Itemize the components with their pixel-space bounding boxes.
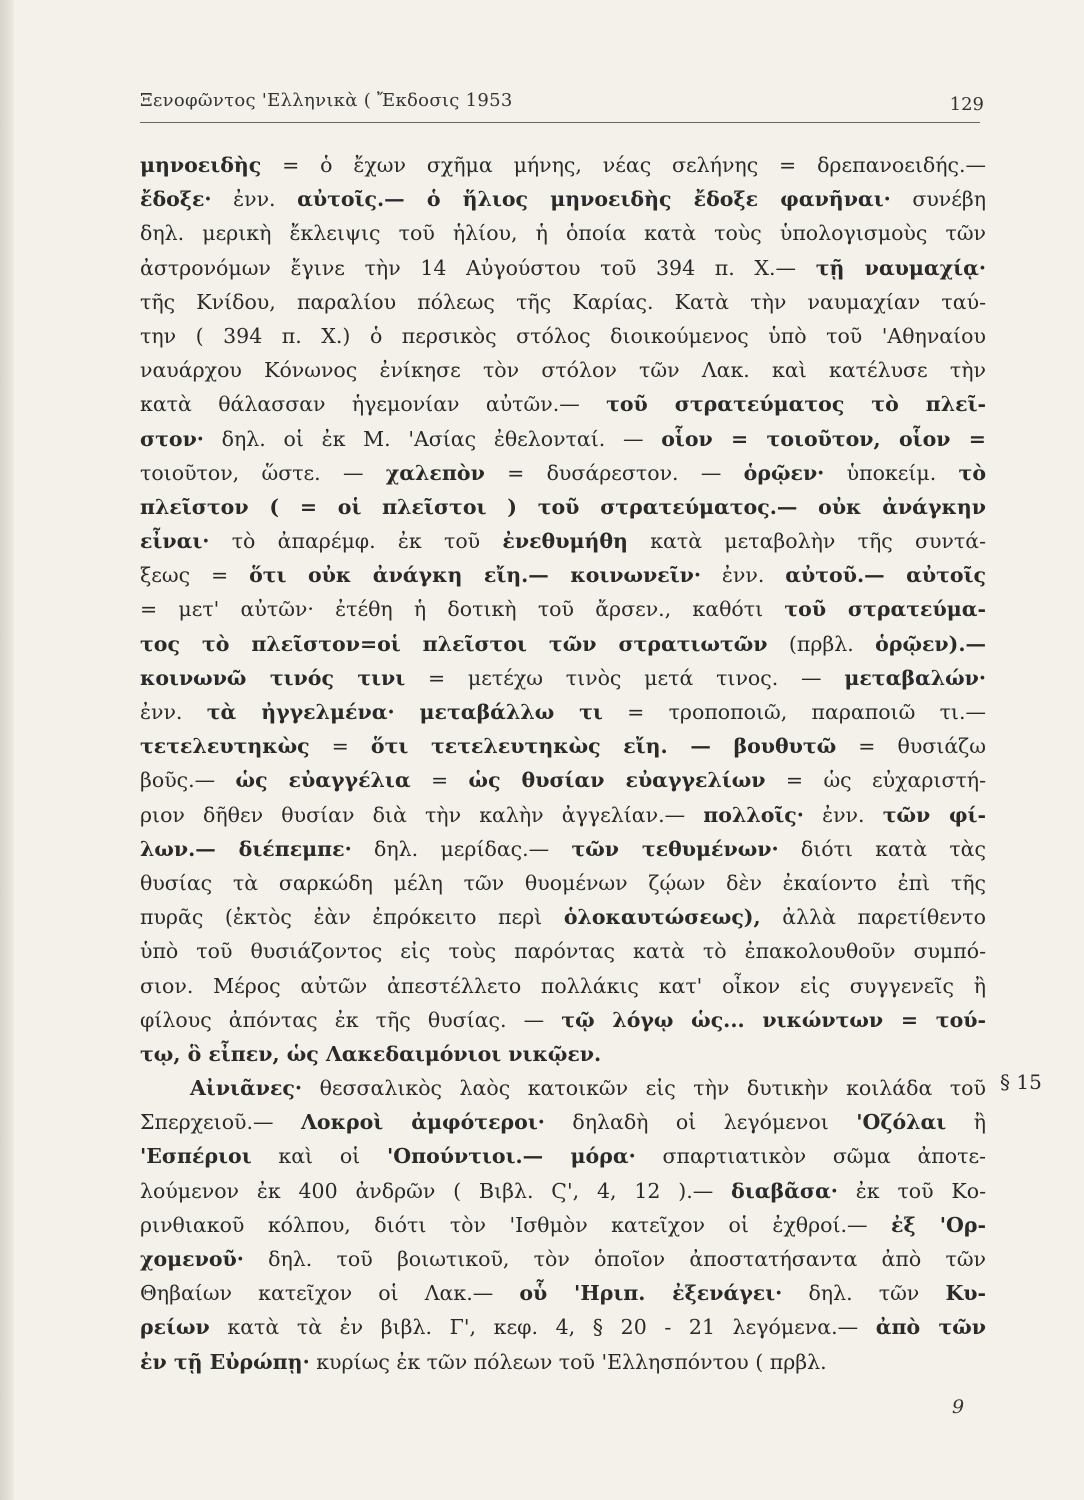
text-line [140, 456, 986, 490]
text-line [140, 182, 986, 216]
lemma-term: ἐν τῇ Εὐρώπῃ· [140, 1349, 310, 1374]
text-line [140, 1276, 986, 1310]
gloss-text: δηλ. μερικὴ ἔκλειψις τοῦ ἡλίου, ἡ ὁποία κατὰ τοὺς ὑπολογισμοὺς τῶν [140, 221, 986, 246]
text-line [140, 251, 986, 285]
gloss-text: = τροποποιῶ, παραποιῶ τι.— [602, 700, 986, 724]
text-line [140, 900, 986, 934]
lemma-term: διαβᾶσα· [731, 1178, 838, 1203]
lemma-term: τοῦ στρατεύμα- [784, 597, 986, 622]
gloss-text: πυρᾶς (ἐκτὸς ἐὰν ἐπρόκειτο περὶ [140, 905, 564, 930]
gloss-text: ἐνν. [803, 802, 883, 827]
text-line [140, 216, 986, 250]
lemma-term: χομενοῦ· [140, 1247, 244, 1271]
gloss-text: ἐνν. [211, 187, 298, 212]
lemma-term: πολλοῖς· [703, 802, 804, 827]
gloss-text: ἐνν. [140, 700, 207, 724]
gloss-text: θεσσαλικὸς λαὸς κατοικῶν εἰς τὴν δυτικὴν κοιλάδα τοῦ [302, 1076, 986, 1101]
text-line [140, 661, 986, 695]
gloss-text: κατὰ τὰ ἐν βιβλ. Γ', κεφ. 4, § 20 - 21 λεγόμενα.— [209, 1315, 876, 1340]
page-number: 129 [949, 94, 984, 115]
text-line [140, 627, 986, 661]
gloss-text: λούμενον ἐκ 400 ἀνδρῶν ( Βιβλ. Ϛ', 4, 12 ).— [140, 1178, 732, 1203]
gloss-text: την ( 394 π. Χ.) ὁ περσικὸς στόλος διοικούμενος ὑπὸ τοῦ 'Αθηναίου [140, 323, 986, 348]
text-line [140, 1105, 986, 1139]
text-line [140, 866, 986, 900]
gloss-text: = μετέχω τινὸς μετά τινος. — [405, 665, 845, 690]
lemma-term: ὅτι τετελευτηκὼς εἴη. — βουθυτῶ [370, 734, 837, 759]
gloss-text: = μετ' αὐτῶν· ἐτέθη ἡ δοτικὴ τοῦ ἄρσεν., καθότι [140, 597, 785, 622]
text-line [140, 1139, 986, 1173]
text-line [140, 1003, 986, 1037]
text-line [140, 729, 986, 763]
text-line [140, 558, 986, 592]
text-line [140, 832, 986, 866]
lemma-term: Αἰνιᾶνες· [190, 1076, 303, 1101]
gloss-text: δηλ. τῶν [782, 1281, 946, 1306]
margin-section-ref: § 15 [1000, 1070, 1042, 1094]
lemma-term: αὐτοῦ.— αὐτοῖς [785, 563, 986, 588]
text-line [140, 524, 986, 558]
lemma-term: 'Εσπέριοι [140, 1144, 252, 1169]
gloss-text: καὶ οἱ [251, 1144, 387, 1169]
lemma-term: ὁλοκαυτώσεως), [563, 905, 761, 930]
lemma-term: 'Οπούντιοι.— μόρα· [386, 1144, 636, 1169]
lemma-term: ἐνεθυμήθη [502, 529, 628, 554]
gloss-text: ὑποκείμ. [824, 460, 959, 485]
lemma-term: οὗ 'Ηριπ. ἐξενάγει· [519, 1281, 783, 1306]
gloss-text: = θυσιάζω [836, 734, 987, 759]
lemma-term: τετελευτηκὼς [140, 734, 310, 759]
text-line [140, 422, 986, 456]
lemma-term: τῇ ναυμαχίᾳ· [815, 255, 987, 280]
lemma-term: στον· [140, 426, 204, 451]
text-line [140, 1174, 986, 1208]
gloss-text: Θηβαίων κατεῖχον οἱ Λακ.— [140, 1281, 520, 1306]
gloss-text: δηλαδὴ οἱ λεγόμενοι [544, 1110, 857, 1135]
gloss-text: ἐκ τοῦ Κο- [837, 1178, 987, 1203]
lemma-term: τῳ, ὃ εἶπεν, ὡς Λακεδαιμόνιοι νικῷεν. [140, 1041, 602, 1066]
gloss-text: δηλ. τοῦ βοιωτικοῦ, τὸν ὁποῖον ἀποστατήσαντα ἀπὸ τῶν [243, 1247, 986, 1271]
lemma-term: ὅτι οὐκ ἀνάγκη εἴη.— κοινωνεῖν· [249, 563, 702, 588]
lemma-term: τοῦ στρατεύματος τὸ πλεῖ- [606, 392, 987, 417]
text-line [140, 934, 986, 968]
text-line [140, 1071, 986, 1105]
lemma-term: ἀπὸ τῶν [875, 1315, 986, 1340]
gloss-text: κατὰ θάλασσαν ἡγεμονίαν αὐτῶν.— [140, 392, 607, 417]
lemma-term: μεταβαλών· [844, 665, 986, 690]
gloss-text: = [410, 768, 469, 793]
text-line [140, 285, 986, 319]
gloss-text: τοιοῦτον, ὥστε. — [140, 460, 386, 485]
lemma-term: μηνοειδὴς [140, 153, 262, 177]
text-line [140, 798, 986, 832]
gloss-text: κυρίως ἐκ τῶν πόλεων τοῦ 'Ελλησπόντου ( πρβλ. [309, 1349, 827, 1374]
gloss-text: ἢ [946, 1110, 986, 1135]
text-line [140, 1208, 986, 1242]
lemma-term: κοινωνῶ τινός τινι [140, 665, 406, 690]
gloss-text: = δυσάρεστον. — [484, 460, 744, 485]
text-line [140, 1037, 986, 1071]
text-line [140, 1345, 986, 1379]
text-line [140, 1242, 986, 1276]
lemma-term: τῶν τεθυμένων· [571, 836, 779, 861]
gloss-text: θυσίας τὰ σαρκώδη μέλη τῶν θυομένων ζῴων δὲν ἐκαίοντο ἐπὶ τῆς [140, 870, 986, 895]
lemma-term: ἔδοξε· [140, 187, 212, 212]
gloss-text: φίλους ἀπόντας ἐκ τῆς θυσίας. — [140, 1007, 562, 1032]
gloss-text: βοῦς.— [140, 768, 236, 793]
gloss-text: = ὁ ἔχων σχῆμα μήνης, νέας σελήνης = δρεπανοειδής.— [261, 153, 986, 177]
gloss-text: ὑπὸ τοῦ θυσιάζοντος εἰς τοὺς παρόντας κατὰ τὸ ἐπακολουθοῦν συμπό- [140, 939, 986, 964]
text-line [140, 353, 986, 387]
gloss-text: ρινθιακοῦ κόλπου, διότι τὸν 'Ισθμὸν κατεῖχον οἱ ἐχθροί.— [140, 1212, 892, 1237]
lemma-term: λων.— διέπεμπε· [140, 836, 352, 861]
text-line [140, 387, 986, 421]
text-line [140, 592, 986, 626]
lemma-term: οἷον = τοιοῦτον, οἷον = [661, 426, 986, 451]
text-line [140, 490, 986, 524]
lemma-term: τῶν φί- [882, 802, 986, 827]
lemma-term: ὁρῷεν).— [875, 631, 986, 656]
gloss-text: Σπερχειοῦ.— [140, 1110, 302, 1135]
page-edge-shadow [0, 0, 14, 1500]
lemma-term: ὡς θυσίαν εὐαγγελίων [468, 768, 766, 793]
gloss-text: ριον δῆθεν θυσίαν διὰ τὴν καλὴν ἀγγελίαν.— [140, 802, 704, 827]
text-line [140, 969, 986, 1003]
gloss-text: τὸ ἀπαρέμφ. ἐκ τοῦ [209, 529, 503, 554]
running-title: Ξενοφῶντος 'Ελληνικὰ ( Ἔκδοσις 1953 [140, 90, 513, 111]
lemma-term: αὐτοῖς.— ὁ ἥλιος μηνοειδὴς ἔδοξε φανῆναι· [297, 187, 891, 212]
lemma-term: ὁρῷεν· [743, 460, 825, 485]
gloss-text: ξεως = [140, 563, 250, 588]
gloss-text: σπαρτιατικὸν σῶμα ἀποτε- [635, 1144, 986, 1169]
lemma-term: Λοκροὶ ἀμφότεροι· [301, 1110, 545, 1135]
lemma-term: χαλεπὸν [385, 460, 485, 485]
gloss-text: = [309, 734, 371, 759]
gloss-text: δηλ. οἱ ἐκ Μ. 'Ασίας ἐθελονταί. — [203, 426, 662, 451]
gloss-text: σιον. Μέρος αὐτῶν ἀπεστέλλετο πολλάκις κατ' οἶκον εἰς συγγενεῖς ἢ [140, 973, 986, 998]
lemma-term: 'Οζόλαι [856, 1110, 947, 1135]
gloss-text: συνέβη [890, 187, 986, 212]
lemma-term: τὸ [958, 460, 986, 485]
text-line [140, 148, 986, 182]
gloss-text: = ὡς εὐχαριστή- [765, 768, 987, 793]
lemma-term: ὡς εὐαγγέλια [235, 768, 411, 793]
lemma-term: εἶναι· [140, 529, 210, 554]
text-line [140, 695, 986, 729]
lemma-term: τὰ ἠγγελμένα· μεταβάλλω τι [206, 700, 603, 724]
text-line [140, 763, 986, 797]
printer-signature: 9 [952, 1396, 965, 1418]
page-header [140, 86, 988, 126]
gloss-text: διότι κατὰ τὰς [778, 836, 986, 861]
gloss-text: ἐνν. [701, 563, 786, 588]
lemma-term: Κυ- [945, 1281, 986, 1306]
gloss-text: δηλ. μερίδας.— [351, 836, 572, 861]
lemma-term: τος τὸ πλεῖστον=οἱ πλεῖστοι τῶν στρατιωτῶν [140, 631, 768, 656]
gloss-text: κατὰ μεταβολὴν τῆς συντά- [627, 529, 987, 554]
lemma-term: πλεῖστον ( = οἱ πλεῖστοι ) τοῦ στρατεύματος.— οὐκ ἀνάγκην [140, 494, 986, 519]
commentary-text [140, 148, 986, 1379]
lemma-term: ρείων [140, 1315, 210, 1340]
gloss-text: (πρβλ. [767, 631, 876, 656]
lemma-term: τῷ λόγῳ ὡς... νικώντων = τού- [561, 1007, 986, 1032]
gloss-text: ἀλλὰ παρετίθεντο [760, 905, 986, 930]
gloss-text: τῆς Κνίδου, παραλίου πόλεως τῆς Καρίας. Κατὰ τὴν ναυμαχίαν ταύ- [140, 289, 986, 314]
text-line [140, 319, 986, 353]
text-line [140, 1310, 986, 1344]
gloss-text: ναυάρχου Κόνωνος ἐνίκησε τὸν στόλον τῶν Λακ. καὶ κατέλυσε τὴν [140, 358, 986, 383]
lemma-term: ἐξ 'Ορ- [891, 1212, 986, 1237]
header-rule [140, 122, 980, 123]
gloss-text: ἀστρονόμων ἔγινε τὴν 14 Αὐγούστου τοῦ 394 π. Χ.— [140, 255, 816, 280]
